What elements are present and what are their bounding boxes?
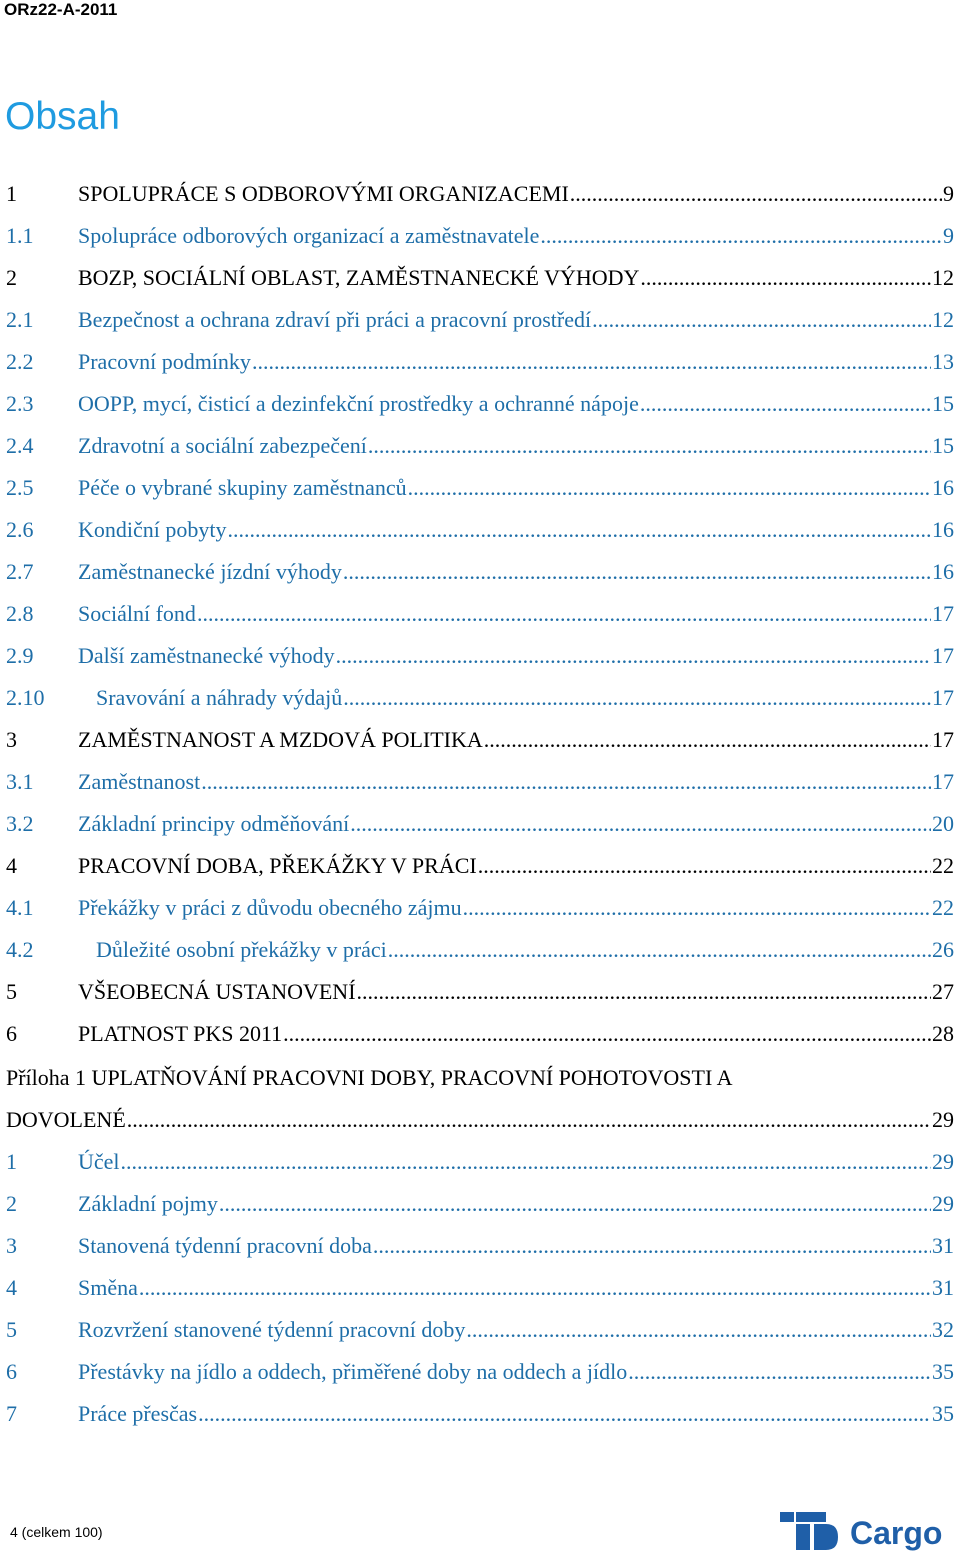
toc-entry-number: 2.10 xyxy=(6,685,45,710)
toc-entry[interactable] xyxy=(6,724,954,756)
toc-entry-number: 3 xyxy=(6,1233,17,1258)
toc-entry-number: 5 xyxy=(6,979,17,1004)
toc-entry-number: 2.1 xyxy=(6,307,34,332)
toc-entry-title: Spolupráce odborových organizací a zaměstnavatele xyxy=(78,223,540,248)
toc-entry[interactable] xyxy=(6,976,954,1008)
toc-entry-title: DOVOLENÉ xyxy=(6,1107,126,1132)
toc-entry[interactable] xyxy=(6,640,954,672)
toc-entry-page: 31 xyxy=(932,1233,954,1258)
toc-entry-page: 12 xyxy=(932,307,954,332)
toc-entry-title: Důležité osobní překážky v práci xyxy=(96,937,387,962)
toc-entry[interactable] xyxy=(6,556,954,588)
logo-text: Cargo xyxy=(850,1515,943,1551)
toc-entry-page: 26 xyxy=(932,937,954,962)
toc-entry-number: 1 xyxy=(6,181,17,206)
toc-entry-number: 4 xyxy=(6,1275,17,1300)
toc-entry-page: 9 xyxy=(943,181,954,206)
toc-entry-page: 29 xyxy=(932,1191,954,1216)
toc-entry[interactable] xyxy=(6,514,954,546)
toc-entry-title: Rozvržení stanovené týdenní pracovní doby xyxy=(78,1317,466,1342)
toc-entry[interactable] xyxy=(6,1356,954,1388)
page-number: 4 (celkem 100) xyxy=(10,1524,103,1540)
toc-entry-title: Zaměstnanost xyxy=(78,769,201,794)
toc-leader-dots xyxy=(466,1314,931,1346)
toc-entry-title: Péče o vybrané skupiny zaměstnanců xyxy=(78,475,407,500)
toc-entry-number: 4.2 xyxy=(6,937,34,962)
toc-leader-dots xyxy=(408,472,931,504)
toc-entry-number: 2.2 xyxy=(6,349,34,374)
toc-entry-page: 16 xyxy=(932,475,954,500)
toc-entry-title: Práce přesčas xyxy=(78,1401,198,1426)
toc-entry-number: 2.6 xyxy=(6,517,34,542)
toc-leader-dots xyxy=(368,430,931,462)
toc-entry-title: Pracovní podmínky xyxy=(78,349,251,374)
toc-entry-title: Základní principy odměňování xyxy=(78,811,350,836)
toc-leader-dots xyxy=(350,808,931,840)
cd-cargo-logo-icon xyxy=(780,1508,958,1552)
toc-appendix-entry[interactable] xyxy=(6,1104,954,1136)
toc-entry[interactable] xyxy=(6,934,954,966)
toc-leader-dots xyxy=(628,1356,931,1388)
toc-entry-number: 6 xyxy=(6,1021,17,1046)
toc-leader-dots xyxy=(540,220,942,252)
toc-entry[interactable] xyxy=(6,262,954,294)
toc-entry-page: 22 xyxy=(932,895,954,920)
toc-entry-title: Sravování a náhrady výdajů xyxy=(96,685,343,710)
toc-entry-title: Směna xyxy=(78,1275,138,1300)
toc-entry-title: PRACOVNÍ DOBA, PŘEKÁŽKY V PRÁCI xyxy=(78,853,477,878)
toc-leader-dots xyxy=(139,1272,931,1304)
toc-leader-dots xyxy=(640,262,931,294)
toc-entry-number: 1.1 xyxy=(6,223,34,248)
toc-entry-number: 5 xyxy=(6,1317,17,1342)
toc-entry[interactable] xyxy=(6,472,954,504)
toc-leader-dots xyxy=(336,640,931,672)
toc-entry-number: 2.7 xyxy=(6,559,34,584)
toc-entry[interactable] xyxy=(6,1272,954,1304)
toc-entry-page: 35 xyxy=(932,1359,954,1384)
toc-entry[interactable] xyxy=(6,1314,954,1346)
toc-entry-title: Přestávky na jídlo a oddech, přiměřené doby na oddech a jídlo xyxy=(78,1359,628,1384)
toc-entry-title: SPOLUPRÁCE S ODBOROVÝMI ORGANIZACEMI xyxy=(78,181,569,206)
toc-entry-page: 16 xyxy=(932,517,954,542)
toc-entry-number: 1 xyxy=(6,1149,17,1174)
toc-entry-title: Stanovená týdenní pracovní doba xyxy=(78,1233,372,1258)
toc-leader-dots xyxy=(640,388,931,420)
toc-leader-dots xyxy=(283,1018,931,1050)
toc-entry[interactable] xyxy=(6,220,954,252)
toc-entry[interactable] xyxy=(6,892,954,924)
toc-entry-title: Překážky v práci z důvodu obecného zájmu xyxy=(78,895,462,920)
toc-entry[interactable] xyxy=(6,388,954,420)
toc-entry[interactable] xyxy=(6,1146,954,1178)
toc-entry-number: 2 xyxy=(6,265,17,290)
toc-entry-page: 22 xyxy=(932,853,954,878)
toc-entry-page: 12 xyxy=(932,265,954,290)
toc-entry-title: Účel xyxy=(78,1149,120,1174)
toc-entry-title: Kondiční pobyty xyxy=(78,517,227,542)
toc-entry-title: Základní pojmy xyxy=(78,1191,218,1216)
toc-entry[interactable] xyxy=(6,766,954,798)
toc-leader-dots xyxy=(198,1398,931,1430)
toc-entry-number: 6 xyxy=(6,1359,17,1384)
toc-entry-title: Sociální fond xyxy=(78,601,196,626)
toc-entry-page: 17 xyxy=(932,727,954,752)
toc-leader-dots xyxy=(228,514,932,546)
toc-entry[interactable] xyxy=(6,346,954,378)
toc-leader-dots xyxy=(478,850,931,882)
toc-entry-number: 2.3 xyxy=(6,391,34,416)
toc-entry-number: 2.9 xyxy=(6,643,34,668)
toc-appendix-heading[interactable]: Příloha 1 UPLATŇOVÁNÍ PRACOVNI DOBY, PRACOVNÍ POHOTOVOSTI A xyxy=(6,1065,733,1090)
document-code: ORz22-A-2011 xyxy=(4,0,118,19)
toc-leader-dots xyxy=(484,724,931,756)
toc-leader-dots xyxy=(197,598,931,630)
toc-leader-dots xyxy=(463,892,931,924)
toc-leader-dots xyxy=(121,1146,931,1178)
toc-entry-page: 20 xyxy=(932,811,954,836)
toc-entry[interactable] xyxy=(6,1188,954,1220)
toc-entry-number: 3 xyxy=(6,727,17,752)
toc-entry-title: Zdravotní a sociální zabezpečení xyxy=(78,433,367,458)
toc-leader-dots xyxy=(373,1230,931,1262)
toc-entry[interactable] xyxy=(6,808,954,840)
toc-entry-number: 7 xyxy=(6,1401,17,1426)
toc-entry-page: 9 xyxy=(943,223,954,248)
toc-entry[interactable] xyxy=(6,1230,954,1262)
toc-entry-page: 17 xyxy=(932,685,954,710)
toc-leader-dots xyxy=(201,766,931,798)
page-title: Obsah xyxy=(5,95,120,138)
toc-entry-number: 3.1 xyxy=(6,769,34,794)
toc-entry-title: VŠEOBECNÁ USTANOVENÍ xyxy=(78,979,356,1004)
toc-entry[interactable] xyxy=(6,1398,954,1430)
toc-entry-page: 13 xyxy=(932,349,954,374)
toc-leader-dots xyxy=(388,934,931,966)
toc-entry-page: 16 xyxy=(932,559,954,584)
toc-leader-dots xyxy=(570,178,942,210)
toc-entry[interactable] xyxy=(6,430,954,462)
toc-entry-number: 4 xyxy=(6,853,17,878)
toc-entry-title: Bezpečnost a ochrana zdraví při práci a pracovní prostředí xyxy=(78,307,592,332)
toc-entry[interactable] xyxy=(6,1018,954,1050)
toc-entry-number: 2.8 xyxy=(6,601,34,626)
toc-entry[interactable] xyxy=(6,598,954,630)
toc-entry-page: 15 xyxy=(932,433,954,458)
toc-entry-page: 29 xyxy=(932,1107,954,1132)
toc-entry[interactable] xyxy=(6,682,954,714)
toc-entry-page: 17 xyxy=(932,769,954,794)
toc-entry-page: 28 xyxy=(932,1021,954,1046)
toc-entry-page: 15 xyxy=(932,391,954,416)
toc-entry[interactable] xyxy=(6,178,954,210)
toc-entry-number: 2.5 xyxy=(6,475,34,500)
toc-leader-dots xyxy=(343,682,931,714)
toc-entry-title: Další zaměstnanecké výhody xyxy=(78,643,335,668)
toc-entry-title: OOPP, mycí, čisticí a dezinfekční prostředky a ochranné nápoje xyxy=(78,391,639,416)
toc-entry-page: 29 xyxy=(932,1149,954,1174)
toc-leader-dots xyxy=(219,1188,931,1220)
toc-leader-dots xyxy=(252,346,931,378)
toc-entry-number: 4.1 xyxy=(6,895,34,920)
toc-entry-title: Zaměstnanecké jízdní výhody xyxy=(78,559,342,584)
toc-entry-page: 17 xyxy=(932,643,954,668)
toc-entry-page: 32 xyxy=(932,1317,954,1342)
toc-entry-title: ZAMĚSTNANOST A MZDOVÁ POLITIKA xyxy=(78,727,483,752)
toc-entry-title: BOZP, SOCIÁLNÍ OBLAST, ZAMĚSTNANECKÉ VÝHODY xyxy=(78,265,640,290)
toc-entry-page: 35 xyxy=(932,1401,954,1426)
toc-entry[interactable] xyxy=(6,850,954,882)
toc-entry-number: 3.2 xyxy=(6,811,34,836)
toc-entry-page: 27 xyxy=(932,979,954,1004)
toc-entry-title: PLATNOST PKS 2011 xyxy=(78,1021,283,1046)
toc-entry-number: 2.4 xyxy=(6,433,34,458)
toc-leader-dots xyxy=(592,304,931,336)
toc-leader-dots xyxy=(357,976,931,1008)
toc-entry-page: 17 xyxy=(932,601,954,626)
toc-leader-dots xyxy=(127,1104,931,1136)
toc-entry-number: 2 xyxy=(6,1191,17,1216)
toc-leader-dots xyxy=(343,556,931,588)
toc-entry-page: 31 xyxy=(932,1275,954,1300)
toc-entry[interactable] xyxy=(6,304,954,336)
